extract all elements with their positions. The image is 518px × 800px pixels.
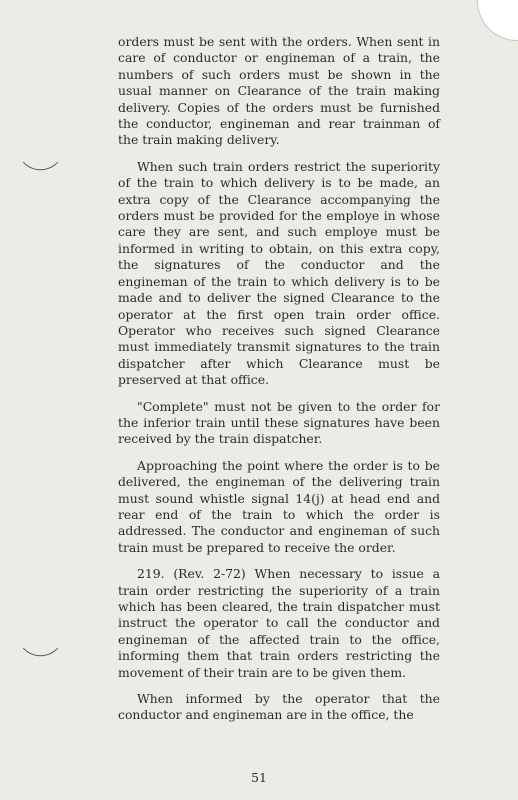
paragraph-complete: "Complete" must not be given to the order for the inferior train until these signatures have been received by the train dispatcher. <box>118 398 440 447</box>
body-text <box>118 34 440 734</box>
page-number: 51 <box>251 770 267 785</box>
paragraph-informed: When informed by the operator that the conductor and engineman are in the office, the <box>118 691 440 723</box>
page-corner-curl <box>477 0 518 41</box>
paragraph-clearance-copy: When such train orders restrict the superiority of the train to which delivery is to be made, an extra copy of the Clearance accompanying the orders must be provided for the employe in whose care they are sent, and such employe must be informed in writing to obtain, on this extra copy, the signatures of the conductor and the engineman of the train to which delivery is to be made and to deliver the signed Clearance to the operator at the first open train order office. Operator who receives such signed Clearance must immediately transmit signatures to the train dispatcher after which Clearance must be preserved at that office. <box>118 158 440 388</box>
paragraph-rule-219: 219. (Rev. 2-72) When necessary to issue a train order restricting the superiority of a train which has been cleared, the train dispatcher must instruct the operator to call the conductor and engineman of the affected train to the office, informing them that train orders restricting the movement of their train are to be given them. <box>118 566 440 680</box>
paragraph-whistle-signal: Approaching the point where the order is to be delivered, the engineman of the delivering train must sound whistle signal 14(j) at head end and rear end of the train to which the order is addressed. The conductor and engineman of such train must be prepared to receive the order. <box>118 457 440 555</box>
binder-hole-top <box>23 145 58 180</box>
paragraph-continued: orders must be sent with the orders. When sent in care of conductor or engineman of a train, the numbers of such orders must be shown in the usual manner on Clearance of the train making delivery. Copies of the orders must be furnished the conductor, engineman and rear trainman of the train making delivery. <box>118 34 440 148</box>
binder-hole-bottom <box>23 631 58 666</box>
